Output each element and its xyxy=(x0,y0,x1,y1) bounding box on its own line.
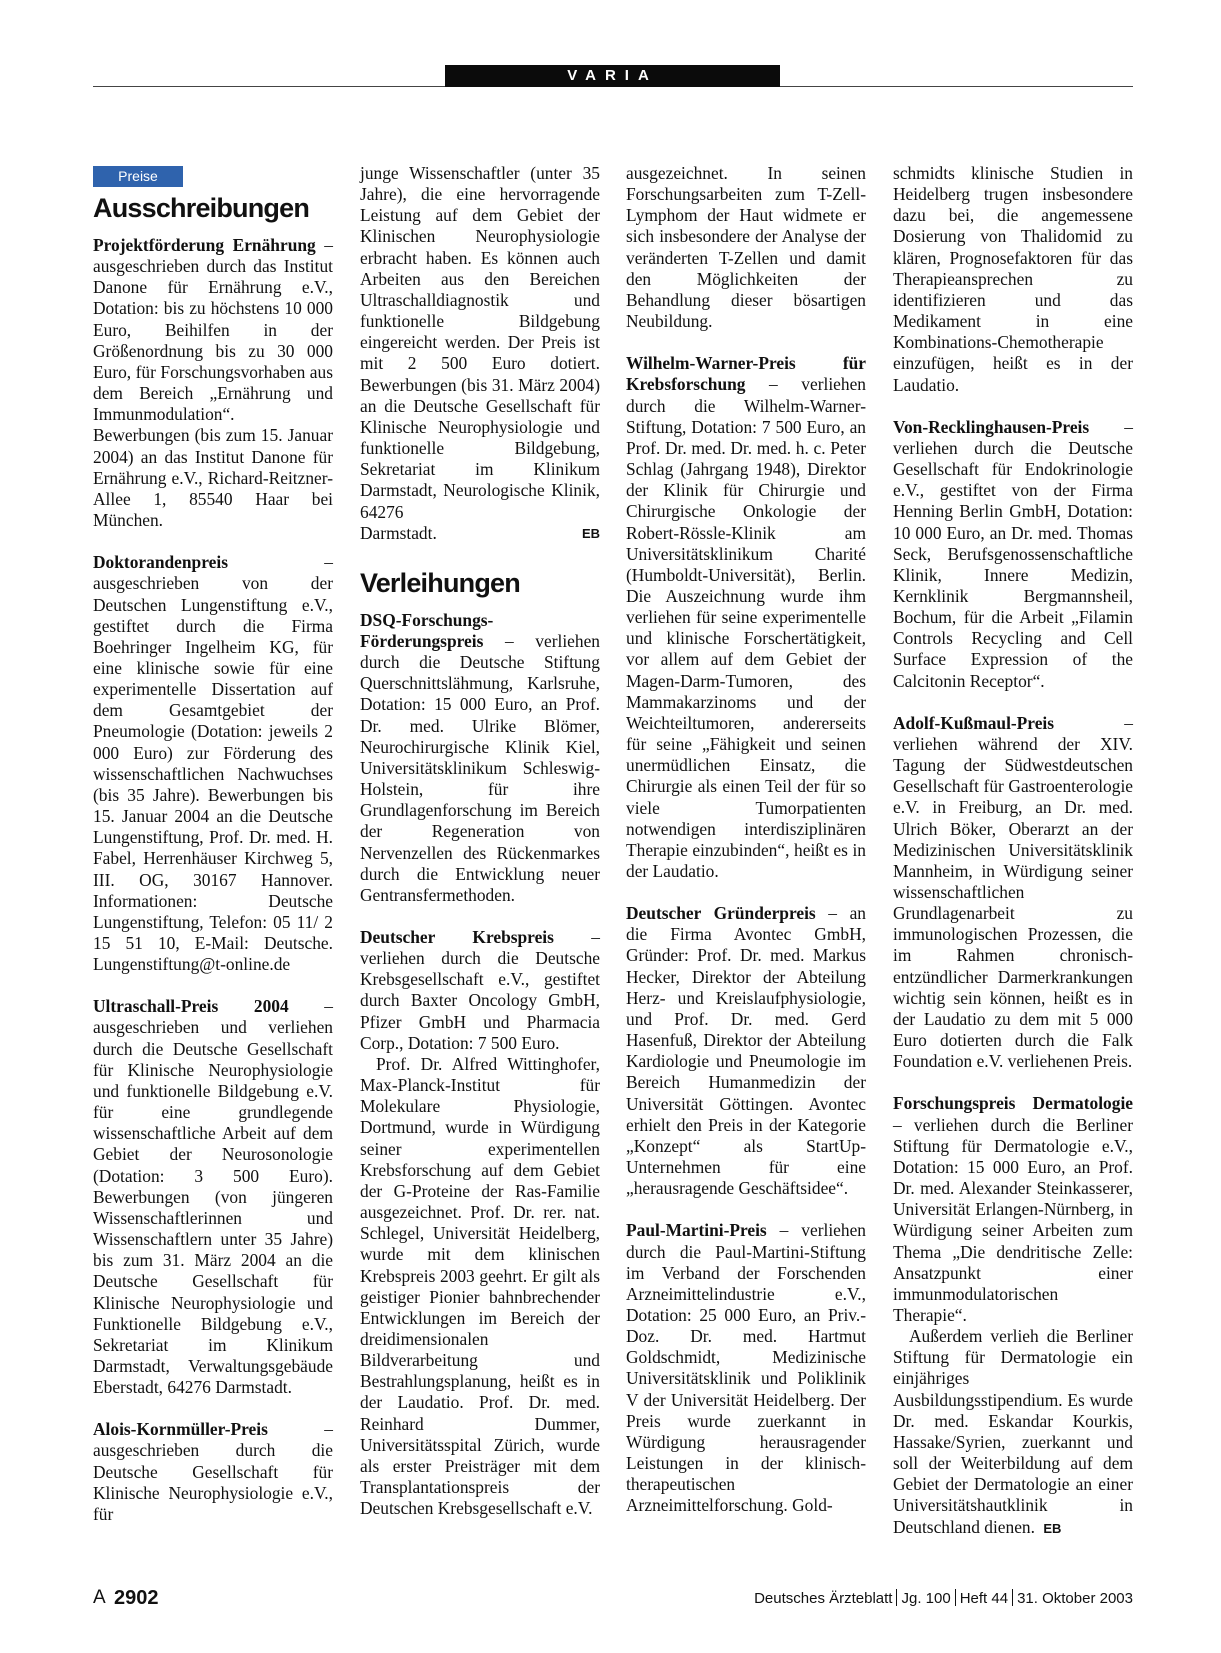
entry-text: – verliehen während der XIV. Tagung der Südwestdeutschen Gesellschaft für Gastroenterologie e.V. in Freiburg, an Dr. med. Ulrich Böker, Oberarzt an der Medizinischen Universitätsklinik Mannheim, in Würdigung seiner wissenschaftlichen Grundlagenarbeit zu immunologischen Prozessen, die im Rahmen chronisch-entzündlicher Darmerkrankungen wichtig sein können, heißt es in der Laudatio zu dem mit 5 000 Euro dotierten durch die Falk Foundation e.V. verliehenen Preis. xyxy=(893,712,1133,1072)
entry-title: Ultraschall-Preis 2004 xyxy=(93,996,289,1017)
signature-line xyxy=(360,523,600,544)
entry-title: Projektförderung Ernährung xyxy=(93,235,316,255)
entry-title: Deutscher Gründerpreis xyxy=(626,903,816,924)
entry-text: – ausgeschrieben und verliehen durch die Deutsche Gesellschaft für Klinische Neurophysiologie und funktionelle Bildgebung e.V. für eine grundlegende wissenschaftliche Arbeit auf dem Gebiet der Neurosonologie (Dotation: 3 500 Euro). Bewerbungen (von jüngeren Wissenschaftlerinnen und Wissenschaftlern unter 35 Jahre) bis zum 31. März 2004 an die Deutsche Gesellschaft für Klinische Neurophysiologie und Funktionelle Bildgebung e.V., Sekretariat im Klinikum Darmstadt, Verwaltungsgebäude Eberstadt, 64276 Darmstadt. xyxy=(93,996,333,1398)
entry-continuation xyxy=(626,163,866,332)
entry-ultraschall-preis xyxy=(93,996,333,1398)
entry-text: – ausgeschrieben durch die Deutsche Gesellschaft für Klinische Neurophysiologie e.V., für xyxy=(93,1419,333,1524)
entry-title: DSQ-Forschungs-Förderungspreis xyxy=(360,609,494,651)
journal-info xyxy=(754,1589,1133,1609)
entry-title: Forschungspreis Dermatologie xyxy=(893,1093,1133,1114)
entry-wilhelm-warner-preis xyxy=(626,353,866,882)
section-header: VARIA xyxy=(445,65,780,87)
entry-text: Außerdem verlieh die Berliner Stiftung für Dermatologie ein einjähriges Ausbildungsstipendium. Es wurde Dr. med. Eskandar Kourkis, Hassake/Syrien, zuerkannt und soll der Weiterbildung auf dem Gebiet der Dermatologie an einer Universitätshautklinik in Deutschland dienen. xyxy=(893,1326,1133,1537)
entry-gruenderpreis xyxy=(626,903,866,1199)
entry-continuation xyxy=(360,163,600,523)
entry-text: – verliehen durch die Berliner Stiftung für Dermatologie e.V., Dotation: 15 000 Euro, an Prof. Dr. med. Alexander Steinkasserer, Universität Erlangen-Nürnberg, in Würdigung seiner Arbeiten zum Thema „Die dendritische Zelle: Ansatzpunkt einer immunmodulatorischen Therapie“. xyxy=(893,1114,1133,1325)
separator xyxy=(896,1589,897,1606)
column-4 xyxy=(893,163,1133,1539)
entry-text: – verliehen durch die Deutsche Krebsgesellschaft e.V., gestiftet durch Baxter Oncology GmbH, Pfizer GmbH und Pharmacia Corp., Dotation: 7 500 Euro. xyxy=(360,927,600,1053)
category-tag: Preise xyxy=(93,166,183,187)
entry-text: – verliehen durch die Paul-Martini-Stiftung im Verband der Forschenden Arzneimittelindustrie e.V., Dotation: 25 000 Euro, an Priv.-Doz. Dr. med. Hartmut Goldschmidt, Medizinische Universitätsklinik und Poliklinik V der Universität Heidelberg. Der Preis wurde zuerkannt in Würdigung herausragender Leistungen in der klinisch-therapeutischen Arzneimittelforschung. Gold- xyxy=(626,1220,866,1516)
entry-text: Prof. Dr. Alfred Wittinghofer, Max-Planck-Institut für Molekulare Physiologie, Dortmund, wurde in Würdigung seiner experimentellen Krebsforschung auf dem Gebiet der G-Proteine der Ras-Familie ausgezeichnet. Prof. Dr. rer. nat. Schlegel, Universität Heidelberg, wurde mit dem klinischen Krebspreis 2003 geehrt. Er gilt als geistiger Pionier bahnbrechender Entwicklungen im Bereich der dreidimensionalen Bildverarbeitung und Bestrahlungsplanung, heißt es in der Laudatio. Prof. Dr. med. Reinhard Dummer, Universitätsspital Zürich, wurde als erster Preisträger mit dem Transplantationspreis der Deutschen Krebsgesellschaft e.V. xyxy=(360,1053,600,1519)
entry-recklinghausen-preis xyxy=(893,417,1133,692)
entry-text: – ausgeschrieben durch das Institut Danone für Ernährung e.V., Dotation: bis zu höchstens 10 000 Euro, Beihilfen in der Größenordnung bis zu 30 000 Euro, für Forschungsvorhaben aus dem Bereich „Ernährung und Immunmodulation“. Bewerbungen (bis zum 15. Januar 2004) an das Institut Danone für Ernährung e.V., Richard-Reitzner-Allee 1, 85540 Haar bei München. xyxy=(93,235,333,531)
entry-title: Wilhelm-Warner-Preis für Krebsforschung xyxy=(626,353,866,395)
entry-title: Paul-Martini-Preis xyxy=(626,1220,767,1241)
entry-kornmueller-preis xyxy=(93,1419,333,1525)
entry-continuation xyxy=(893,163,1133,396)
author-signature: EB xyxy=(1043,1520,1062,1536)
journal-issue: Heft 44 xyxy=(959,1590,1009,1607)
entry-text: junge Wissenschaftler (unter 35 Jahre), die eine hervorragende Leistung auf dem Gebiet der Klinischen Neurophysiologie erbracht haben. Es können auch Arbeiten aus den Bereichen Ultraschalldiagnostik und funktionelle Bildgebung eingereicht werden. Der Preis ist mit 2 500 Euro dotiert. Bewerbungen (bis 31. März 2004) an die Deutsche Gesellschaft für Klinische Neurophysiologie und funktionelle Bildgebung, Sekretariat im Klinikum Darmstadt, Neurologische Klinik, 64276 xyxy=(360,163,600,522)
entry-text-end: Darmstadt. xyxy=(360,522,437,543)
author-signature: EB xyxy=(581,525,600,541)
entry-text: schmidts klinische Studien in Heidelberg trugen insbesondere dazu bei, die angemessene Dosierung von Thalidomid zu klären, Prognosefaktoren für das Therapieansprechen zu identifizieren und das Medikament in eine Kombinations-Chemotherapie einzufügen, heißt es in der Laudatio. xyxy=(893,163,1133,395)
page-number: 2902 xyxy=(114,1587,159,1609)
entry-paul-martini-preis xyxy=(626,1220,866,1516)
entry-text: – ausgeschrieben von der Deutschen Lungenstiftung e.V., gestiftet durch die Firma Boehringer Ingelheim KG, für eine klinische sowie für eine experimentelle Dissertation auf dem Gesamtgebiet der Pneumologie (Dotation: jeweils 2 000 Euro) zur Förderung des wissenschaftlichen Nachwuchses (bis 35 Jahre). Bewerbungen bis 15. Januar 2004 an die Deutsche Lungenstiftung, Prof. Dr. med. H. Fabel, Herrenhäuser Kirchweg 5, III. OG, 30167 Hannover. Informationen: Deutsche Lungenstiftung, Telefon: 05 11/ 2 15 51 10, E-Mail: Deutsche. Lungenstiftung@t-online.de xyxy=(93,552,333,975)
entry-krebspreis-detail xyxy=(360,1054,600,1519)
entry-krebspreis xyxy=(360,927,600,1054)
entry-title: Doktorandenpreis xyxy=(93,552,228,573)
separator xyxy=(1012,1589,1013,1606)
entry-title: Adolf-Kußmaul-Preis xyxy=(893,712,1055,733)
entry-text: – verliehen durch die Wilhelm-Warner-Stiftung, Dotation: 7 500 Euro, an Prof. Dr. med. Dr. med. h. c. Peter Schlag (Jahrgang 1948), Direktor der Klinik für Chirurgie und Chirurgische Onkologie der Robert-Rössle-Klinik am Universitätsklinikum Charité (Humboldt-Universität), Berlin. Die Auszeichnung wurde ihm verliehen für seine experimentelle und klinische Forschertätigkeit, vor allem auf dem Gebiet der Magen-Darm-Tumoren, des Mammakarzinoms und der Weichteiltumoren, andererseits für seine „Fähigkeit und seinen unermüdlichen Einsatz, die Chirurgie als einen Teil der für so viele Tumorpatienten notwendigen interdisziplinären Therapie einzubinden“, heißt es in der Laudatio. xyxy=(626,374,866,881)
entry-text: – an die Firma Avontec GmbH, Gründer: Prof. Dr. med. Markus Hecker, Direktor der Abteilung Herz- und Kreislaufphysiologie, und Prof. Dr. med. Gerd Hasenfuß, Direktor der Abteilung Kardiologie und Pneumologie im Bereich Humanmedizin der Universität Göttingen. Avontec erhielt den Preis in der Kategorie „Konzept“ als StartUp-Unternehmen für eine „herausragende Geschäftsidee“. xyxy=(626,903,866,1199)
journal-volume: Jg. 100 xyxy=(901,1590,951,1607)
entry-projektfoerderung xyxy=(93,235,333,531)
column-2 xyxy=(360,163,600,1519)
entry-text: – verliehen durch die Deutsche Stiftung Querschnittslähmung, Karlsruhe, Dotation: 15 000 Euro, an Prof. Dr. med. Ulrike Blömer, Neurochirurgische Klinik Kiel, Universitätsklinikum Schleswig-Holstein, für ihre Grundlagenforschung im Bereich der Regeneration von Nervenzellen des Rückenmarkes durch die Entwicklung neuer Gentransfermethoden. xyxy=(360,630,600,905)
entry-title: Von-Recklinghausen-Preis xyxy=(893,416,1090,437)
heading-verleihungen: Verleihungen xyxy=(360,567,520,598)
entry-title: Alois-Kornmüller-Preis xyxy=(93,1419,268,1440)
page-footer xyxy=(93,1586,1133,1612)
heading-ausschreibungen: Ausschreibungen xyxy=(93,193,310,223)
separator xyxy=(955,1589,956,1606)
entry-dsq-preis xyxy=(360,610,600,906)
entry-stipendium xyxy=(893,1326,1133,1538)
entry-forschungspreis-dermatologie xyxy=(893,1093,1133,1326)
entry-text: – verliehen durch die Deutsche Gesellschaft für Endokrinologie e.V., gestiftet von der Firma Henning Berlin GmbH, Dotation: 10 000 Euro, an Dr. med. Thomas Seck, Berufsgenossenschaftliche Klinik, Innere Medizin, Kernklinik Bergmannsheil, Bochum, für die Arbeit „Filamin Controls Recycling and Cell Surface Expression of the Calcitonin Receptor“. xyxy=(893,416,1133,691)
column-1 xyxy=(93,163,333,1525)
entry-title: Deutscher Krebspreis xyxy=(360,927,554,947)
journal-name: Deutsches Ärzteblatt xyxy=(754,1590,893,1607)
column-3 xyxy=(626,163,866,1517)
journal-date: 31. Oktober 2003 xyxy=(1017,1590,1133,1607)
entry-kussmaul-preis xyxy=(893,713,1133,1073)
page-prefix: A xyxy=(93,1587,106,1608)
entry-text: ausgezeichnet. In seinen Forschungsarbeiten zum T-Zell-Lymphom der Haut widmete er sich insbesondere der Analyse der veränderten T-Zellen und damit den Möglichkeiten der Behandlung dieser bösartigen Neubildung. xyxy=(626,163,866,332)
entry-doktorandenpreis xyxy=(93,552,333,975)
